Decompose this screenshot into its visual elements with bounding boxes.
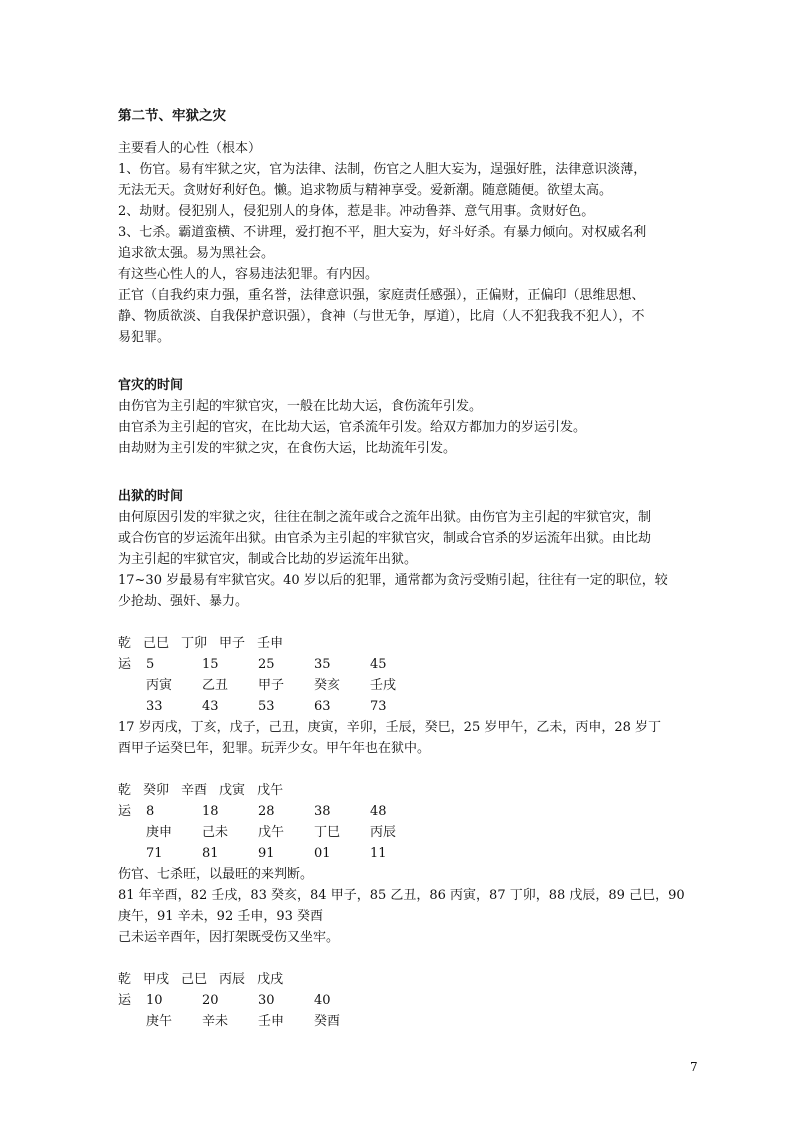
yun-age: 38: [314, 804, 331, 819]
dayun-pillar: 癸酉: [314, 1014, 341, 1029]
case2-yun-ages: [118, 801, 688, 822]
dayun-pillar: 己未: [202, 825, 229, 840]
case2-note: 81 年辛酉，82 壬戌，83 癸亥，84 甲子，85 乙丑，86 丙寅，87 丁卯，88 戊辰，89 己巳，90: [118, 888, 685, 903]
yun-age: 30: [258, 993, 275, 1008]
section-title: 第二节、牢狱之灾: [118, 108, 226, 124]
dayun-year: 53: [258, 699, 275, 714]
intro-block: [118, 138, 688, 348]
case3-bazi: [118, 969, 688, 990]
intro-line: 正官（自我约束力强，重名誉，法律意识强，家庭责任感强），正偏财，正偏印（思维思想、: [118, 288, 645, 303]
yun-age: 35: [314, 657, 331, 672]
case2-note: 己未运辛酉年，因打架既受伤又坐牢。: [118, 930, 340, 945]
guanzai-line: 由劫财为主引发的牢狱之灾，在食伤大运，比劫流年引发。: [118, 441, 457, 456]
case2-note: 伤官、七杀旺，以最旺的来判断。: [118, 867, 314, 882]
guanzai-line: 由伤官为主引起的牢狱官灾，一般在比劫大运，食伤流年引发。: [118, 399, 483, 414]
yun-label: 运: [118, 804, 132, 819]
page-number: 7: [690, 1060, 698, 1074]
dayun-pillar: 丙辰: [370, 825, 397, 840]
dayun-year: 71: [146, 846, 163, 861]
dayun-year: 81: [202, 846, 219, 861]
yun-age: 20: [202, 993, 219, 1008]
dayun-pillar: 庚申: [146, 825, 173, 840]
case2-dayun: [118, 822, 688, 843]
hour-pillar: 戊戌: [257, 972, 284, 987]
qian-label: 乾: [118, 783, 132, 798]
page-content: [118, 104, 688, 1032]
case3-dayun: [118, 1011, 688, 1032]
intro-line: 3、七杀。霸道蛮横、不讲理，爱打抱不平，胆大妄为，好斗好杀。有暴力倾向。对权威名利: [118, 225, 647, 240]
intro-line: 有这些心性人的人，容易违法犯罪。有内因。: [118, 267, 379, 282]
yun-age: 8: [146, 804, 155, 819]
intro-line: 2、劫财。侵犯别人，侵犯别人的身体，惹是非。冲动鲁莽、意气用事。贪财好色。: [118, 204, 595, 219]
case2-chart: [118, 780, 688, 864]
chuyu-line: 或合伤官的岁运流年出狱。由官杀为主引起的牢狱官灾，制或合官杀的岁运流年出狱。由比劫: [118, 531, 652, 546]
dayun-pillar: 癸亥: [314, 678, 341, 693]
heading-guanzai: 官灾的时间: [118, 378, 184, 393]
day-pillar: 甲子: [219, 636, 246, 651]
month-pillar: 丁卯: [181, 636, 208, 651]
dayun-pillar: 庚午: [146, 1014, 173, 1029]
intro-line: 无法无天。贪财好利好色。懒。追求物质与精神享受。爱新潮。随意随便。欲望太高。: [118, 183, 613, 198]
qian-label: 乾: [118, 636, 132, 651]
dayun-pillar: 戊午: [258, 825, 285, 840]
dayun-pillar: 辛未: [202, 1014, 229, 1029]
case2-bazi: [118, 780, 688, 801]
month-pillar: 己巳: [181, 972, 208, 987]
yun-label: 运: [118, 657, 132, 672]
chuyu-line: 为主引起的牢狱官灾，制或合比劫的岁运流年出狱。: [118, 552, 418, 567]
yun-age: 5: [146, 657, 155, 672]
chuyu-line: 由何原因引发的牢狱之灾，往往在制之流年或合之流年出狱。由伤官为主引起的牢狱官灾，制: [118, 510, 652, 525]
yun-age: 40: [314, 993, 331, 1008]
yun-age: 18: [202, 804, 219, 819]
intro-line: 静、物质欲淡、自我保护意识强），食神（与世无争，厚道），比肩（人不犯我我不犯人），不: [118, 309, 645, 324]
dayun-pillar: 壬申: [258, 1014, 285, 1029]
case1-chart: [118, 633, 688, 717]
hour-pillar: 戊午: [257, 783, 284, 798]
dayun-year: 01: [314, 846, 331, 861]
case2-years: [118, 843, 688, 864]
case1-dayun: [118, 675, 688, 696]
dayun-pillar: 壬戌: [370, 678, 397, 693]
yun-age: 45: [370, 657, 387, 672]
dayun-year: 63: [314, 699, 331, 714]
case1-note: 酉甲子运癸巳年，犯罪。玩弄少女。甲午年也在狱中。: [118, 741, 431, 756]
case1-note: 17 岁丙戌，丁亥，戊子，己丑，庚寅，辛卯，壬辰，癸巳，25 岁甲午，乙未，丙申，28 岁丁: [118, 720, 662, 735]
month-pillar: 辛酉: [181, 783, 208, 798]
dayun-year: 33: [146, 699, 163, 714]
heading-chuyu: 出狱的时间: [118, 489, 184, 504]
intro-line: 易犯罪。: [118, 330, 171, 345]
guanzai-line: 由官杀为主引起的官灾，在比劫大运，官杀流年引发。给双方都加力的岁运引发。: [118, 420, 587, 435]
yun-age: 10: [146, 993, 163, 1008]
dayun-pillar: 乙丑: [202, 678, 229, 693]
yun-age: 28: [258, 804, 275, 819]
year-pillar: 癸卯: [143, 783, 170, 798]
dayun-year: 11: [370, 846, 387, 861]
day-pillar: 戊寅: [219, 783, 246, 798]
case3-yun-ages: [118, 990, 688, 1011]
chuyu-line: 少抢劫、强奸、暴力。: [118, 594, 249, 609]
case2-note: 庚午，91 辛未，92 壬申，93 癸酉: [118, 909, 324, 924]
case1-years: [118, 696, 688, 717]
dayun-year: 43: [202, 699, 219, 714]
case3-chart: [118, 969, 688, 1032]
yun-age: 48: [370, 804, 387, 819]
day-pillar: 丙辰: [219, 972, 246, 987]
intro-line: 1、伤官。易有牢狱之灾，官为法律、法制，伤官之人胆大妄为，逞强好胜，法律意识淡薄，: [118, 162, 647, 177]
case1-bazi: [118, 633, 688, 654]
year-pillar: 己巳: [143, 636, 170, 651]
case1-yun-ages: [118, 654, 688, 675]
chuyu-line: 17~30 岁最易有牢狱官灾。40 岁以后的犯罪，通常都为贪污受贿引起，往往有一定的职位，较: [118, 573, 668, 588]
dayun-pillar: 丙寅: [146, 678, 173, 693]
year-pillar: 甲戌: [143, 972, 170, 987]
qian-label: 乾: [118, 972, 132, 987]
dayun-pillar: 甲子: [258, 678, 285, 693]
dayun-year: 73: [370, 699, 387, 714]
dayun-pillar: 丁巳: [314, 825, 341, 840]
yun-age: 15: [202, 657, 219, 672]
intro-line: 主要看人的心性（根本）: [118, 141, 262, 156]
intro-line: 追求欲太强。易为黑社会。: [118, 246, 275, 261]
yun-age: 25: [258, 657, 275, 672]
dayun-year: 91: [258, 846, 275, 861]
yun-label: 运: [118, 993, 132, 1008]
hour-pillar: 壬申: [257, 636, 284, 651]
